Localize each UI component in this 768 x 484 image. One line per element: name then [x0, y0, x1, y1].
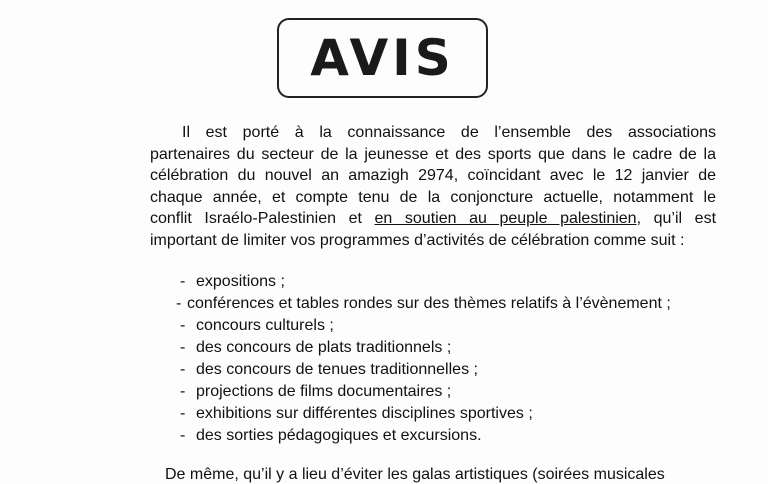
- list-item: [180, 359, 671, 381]
- list-item: [180, 337, 671, 359]
- paragraph-text: , qu’il est: [636, 210, 717, 227]
- cut-off-paragraph-line: De même, qu’il y a lieu d’éviter les galas artistiques (soirées musicales: [165, 466, 665, 483]
- paragraph-line: important de limiter vos programmes d’activités de célébration comme suit :: [150, 231, 685, 249]
- list-marker: -: [180, 427, 186, 444]
- paragraph-text: conflit Israélo-Palestinien et: [150, 210, 375, 227]
- list-marker: -: [180, 339, 186, 356]
- list-item: [180, 381, 671, 403]
- paragraph-line: célébration du nouvel an amazigh 2974, coïncidant avec le 12 janvier de: [150, 167, 716, 184]
- paragraph-line: partenaires du secteur de la jeunesse et des sports que dans le cadre de la: [150, 145, 716, 163]
- list-marker: -: [180, 317, 186, 334]
- underlined-text: en soutien au peuple palestinien: [374, 210, 637, 227]
- notice-paragraph: [150, 122, 716, 251]
- list-item: [180, 271, 671, 293]
- list-marker: -: [176, 295, 182, 312]
- list-marker: -: [180, 273, 186, 290]
- list-item-text: des concours de plats traditionnels ;: [196, 339, 452, 356]
- list-marker: -: [180, 383, 186, 400]
- paragraph-line: chaque année, et compte tenu de la conjoncture actuelle, notamment le: [150, 188, 716, 206]
- list-item-text: projections de films documentaires ;: [196, 383, 452, 400]
- list-item-text: exhibitions sur différentes disciplines sportives ;: [196, 405, 533, 422]
- paragraph-line-5: [150, 208, 716, 230]
- list-item-text: des sorties pédagogiques et excursions.: [196, 427, 482, 444]
- title-box: [277, 18, 488, 98]
- list-item: [180, 403, 671, 425]
- list-item-text: concours culturels ;: [196, 317, 334, 334]
- list-item-text: conférences et tables rondes sur des thèmes relatifs à l’évènement ;: [187, 295, 671, 312]
- paragraph-line: Il est porté à la connaissance de l’ensemble des associations: [182, 124, 716, 141]
- activity-list: [176, 271, 671, 447]
- list-marker: -: [180, 405, 186, 422]
- list-item: [180, 425, 671, 447]
- notice-title: AVIS: [310, 29, 455, 87]
- list-item-text: des concours de tenues traditionnelles ;: [196, 361, 478, 378]
- list-item: [180, 315, 671, 337]
- list-item-text: expositions ;: [196, 273, 285, 290]
- list-marker: -: [180, 361, 186, 378]
- list-item: [176, 293, 671, 315]
